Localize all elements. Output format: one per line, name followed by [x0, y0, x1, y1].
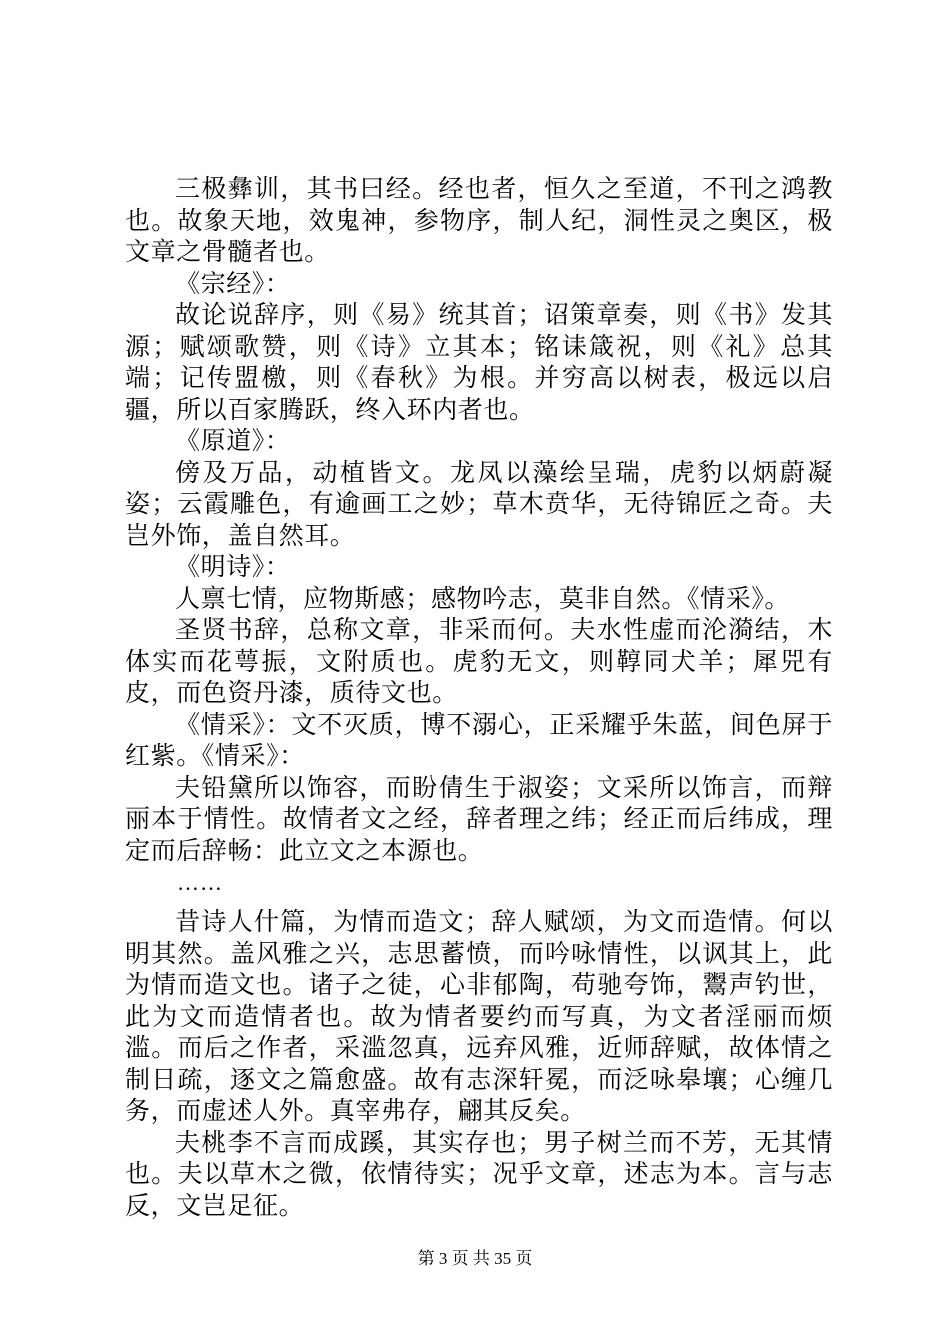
paragraph-7: 夫铅黛所以饰容，而盼倩生于淑姿；文采所以饰言，而辩丽本于情性。故情者文之经，辞者理之纬；经正而后纬成，理定而后辞畅：此立文之本源也。 — [125, 772, 833, 865]
paragraph-5: 圣贤书辞，总称文章，非采而何。夫水性虚而沦漪结，木体实而花萼振，文附质也。虎豹无文，则鞟同犬羊；犀兕有皮，而色资丹漆，质待文也。 — [125, 615, 833, 707]
ellipsis-separator: …… — [177, 870, 223, 895]
document-body — [125, 173, 833, 1221]
paragraph-9: 夫桃李不言而成蹊，其实存也；男子树兰而不芳，无其情也。夫以草木之微，依情待实；况乎文章，述志为本。言与志反，文岂足征。 — [125, 1127, 833, 1220]
paragraph-3: 傍及万品，动植皆文。龙凤以藻绘呈瑞，虎豹以炳蔚凝姿；云霞雕色，有逾画工之妙；草木贲华，无待锦匠之奇。夫岂外饰，盖自然耳。 — [125, 457, 833, 550]
heading-yuandao: 《原道》： — [175, 426, 291, 455]
paragraph-6: 《情采》：文不灭质，博不溺心，正采耀乎朱蓝，间色屏于红紫。《情采》： — [125, 709, 833, 770]
heading-mingshi: 《明诗》： — [175, 552, 291, 581]
paragraph-4: 人禀七情，应物斯感；感物吟志，莫非自然。《情采》。 — [175, 583, 791, 613]
page-footer: 第 3 页 共 35 页 — [417, 1249, 533, 1268]
paragraph-1: 三极彝训，其书曰经。经也者，恒久之至道，不刊之鸿教也。故象天地，效鬼神，参物序，制人纪，洞性灵之奥区，极文章之骨髓者也。 — [125, 174, 833, 266]
paragraph-8: 昔诗人什篇，为情而造文；辞人赋颂，为文而造情。何以明其然。盖风雅之兴，志思蓄愤，而吟咏情性，以讽其上，此为情而造文也。诸子之徒，心非郁陶，苟驰夸饰，鬻声钓世，此为文而造情者也。故为情者要约而写真，为文者淫丽而烦滥。而后之作者，采滥忽真，远弃风雅，近师辞赋，故体情之制日疏，逐文之篇愈盛。故有志深轩冕，而泛咏皋壤；心缠几务，而虚述人外。真宰弗存，翩其反矣。 — [125, 907, 833, 1125]
heading-zongjing: 《宗经》： — [175, 268, 291, 298]
paragraph-2: 故论说辞序，则《易》统其首；诏策章奏，则《书》发其源；赋颂歌赞，则《诗》立其本；铭诔箴祝，则《礼》总其端；记传盟檄，则《春秋》为根。并穷高以树表，极远以启疆，所以百家腾跃，终入环内者也。 — [125, 300, 833, 424]
